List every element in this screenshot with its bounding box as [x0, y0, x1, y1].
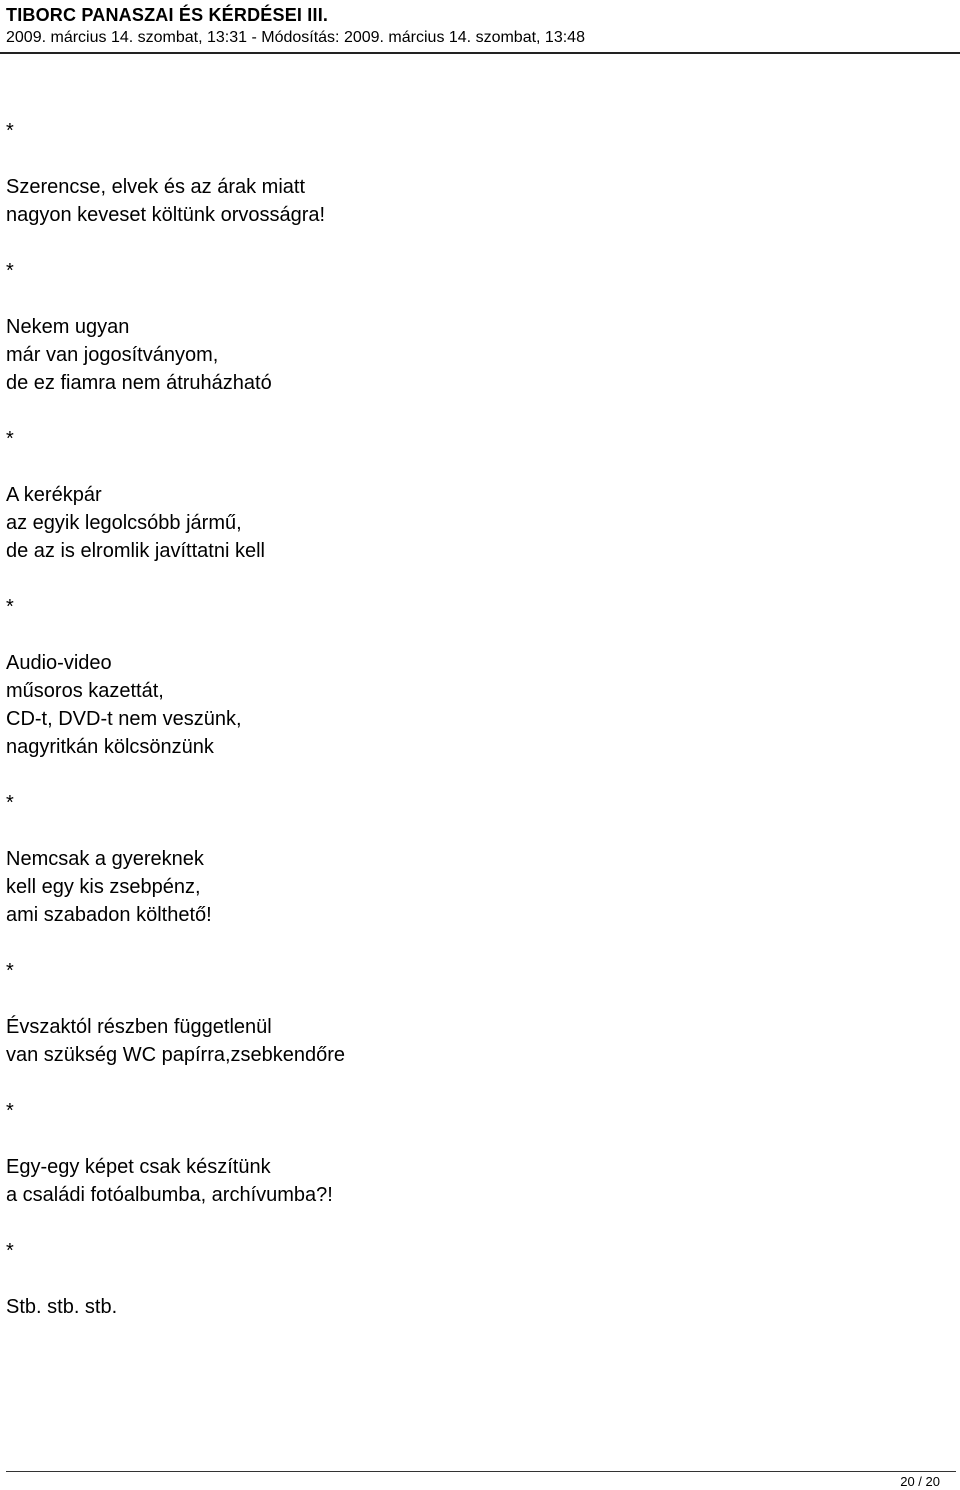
stanza-line: műsoros kazettát,	[6, 680, 164, 702]
article-body	[6, 117, 946, 1349]
separator-star: *	[6, 1240, 14, 1262]
stanza-line: A kerékpár	[6, 484, 102, 506]
separator-star: *	[6, 260, 14, 282]
separator-star: *	[6, 120, 14, 142]
stanza-line: az egyik legolcsóbb jármű,	[6, 512, 242, 534]
stanza-line: Nekem ugyan	[6, 316, 130, 338]
stanza-line: Stb. stb. stb.	[6, 1296, 118, 1318]
stanza	[6, 845, 946, 929]
page-number: 20 / 20	[900, 1474, 940, 1489]
stanza	[6, 1013, 946, 1069]
stanza-line: de ez fiamra nem átruházható	[6, 372, 272, 394]
article-meta: 2009. március 14. szombat, 13:31 - Módosítás: 2009. március 14. szombat, 13:48	[6, 29, 585, 46]
stanza	[6, 481, 946, 565]
separator-star: *	[6, 596, 14, 618]
separator-star: *	[6, 792, 14, 814]
stanza	[6, 313, 946, 397]
stanza-line: de az is elromlik javíttatni kell	[6, 540, 265, 562]
stanza-line: nagyon keveset költünk orvosságra!	[6, 204, 326, 226]
stanza-line: nagyritkán kölcsönzünk	[6, 736, 214, 758]
stanza-line: Évszaktól részben függetlenül	[6, 1016, 272, 1038]
stanza-line: a családi fotóalbumba, archívumba?!	[6, 1184, 333, 1206]
stanza-line: már van jogosítványom,	[6, 344, 219, 366]
header-divider	[0, 52, 960, 54]
stanza-line: van szükség WC papírra,zsebkendőre	[6, 1044, 346, 1066]
document-header	[6, 4, 958, 50]
stanza-line: kell egy kis zsebpénz,	[6, 876, 201, 898]
stanza-line: ami szabadon költhető!	[6, 904, 212, 926]
footer-divider	[6, 1471, 956, 1472]
separator-star: *	[6, 1100, 14, 1122]
article-title: TIBORC PANASZAI ÉS KÉRDÉSEI III.	[6, 5, 329, 25]
stanza	[6, 1153, 946, 1209]
stanza-line: Egy-egy képet csak készítünk	[6, 1156, 271, 1178]
stanza	[6, 173, 946, 229]
stanza-line: Szerencse, elvek és az árak miatt	[6, 176, 306, 198]
stanza-line: Audio-video	[6, 652, 112, 674]
stanza-line: Nemcsak a gyereknek	[6, 848, 204, 870]
stanza-line: CD-t, DVD-t nem veszünk,	[6, 708, 242, 730]
separator-star: *	[6, 428, 14, 450]
separator-star: *	[6, 960, 14, 982]
stanza	[6, 1293, 946, 1321]
stanza	[6, 649, 946, 761]
